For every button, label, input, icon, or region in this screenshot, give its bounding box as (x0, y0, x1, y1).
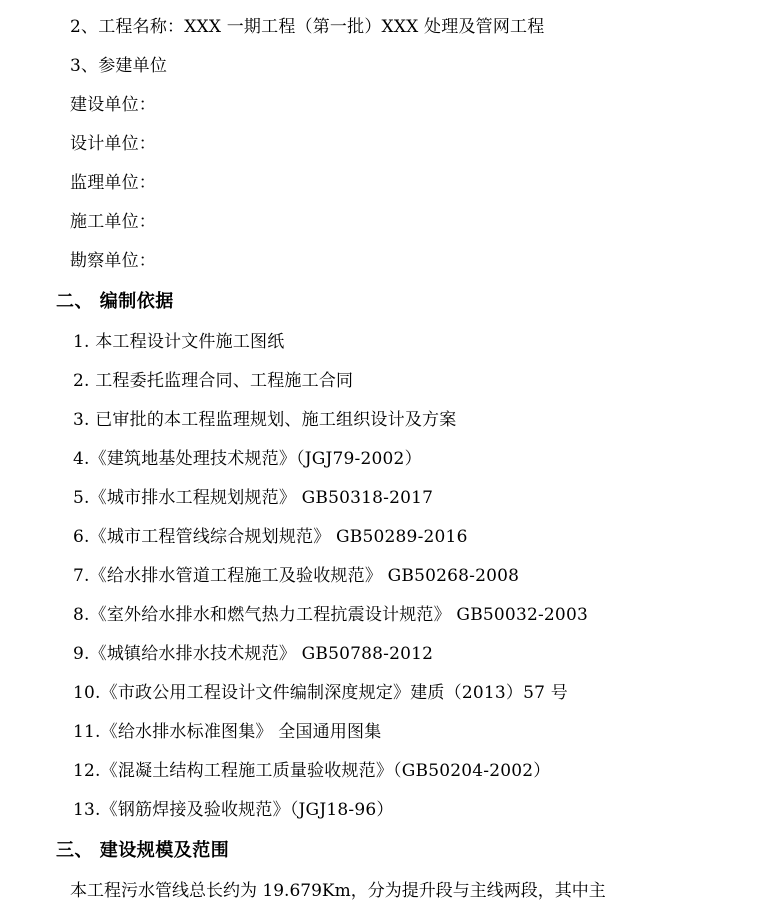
basis-item: 10.《市政公用工程设计文件编制深度规定》建质（2013）57 号 (73, 683, 568, 703)
survey-unit-line: 勘察单位： (70, 251, 156, 271)
construction-contractor-line: 施工单位： (70, 212, 156, 232)
basis-item: 1. 本工程设计文件施工图纸 (73, 332, 285, 352)
basis-item: 12.《混凝土结构工程施工质量验收规范》（GB50204-2002） (73, 761, 551, 781)
basis-item: 13.《钢筋焊接及验收规范》（JGJ18-96） (73, 800, 394, 820)
basis-item: 3. 已审批的本工程监理规划、施工组织设计及方案 (73, 410, 457, 430)
basis-item: 7.《给水排水管道工程施工及验收规范》 GB50268-2008 (73, 566, 520, 586)
project-name-line: 2、工程名称：XXX 一期工程（第一批）XXX 处理及管网工程 (70, 17, 545, 37)
basis-item: 6.《城市工程管线综合规划规范》 GB50289-2016 (73, 527, 468, 547)
basis-item: 9.《城镇给水排水技术规范》 GB50788-2012 (73, 644, 434, 664)
section-heading-compilation-basis: 二、 编制依据 (56, 291, 174, 312)
scope-paragraph: 本工程污水管线总长约为 19.679Km，分为提升段与主线两段，其中主 (70, 881, 606, 901)
construction-unit-line: 建设单位： (70, 95, 156, 115)
section-heading-scale-and-scope: 三、 建设规模及范围 (56, 840, 230, 861)
basis-item: 5.《城市排水工程规划规范》 GB50318-2017 (73, 488, 434, 508)
basis-item: 2. 工程委托监理合同、工程施工合同 (73, 371, 354, 391)
design-unit-line: 设计单位： (70, 134, 156, 154)
basis-item: 11.《给水排水标准图集》 全国通用图集 (73, 722, 382, 742)
participating-units-line: 3、参建单位 (70, 56, 168, 76)
basis-item: 4.《建筑地基处理技术规范》（JGJ79-2002） (73, 449, 422, 469)
basis-item: 8.《室外给水排水和燃气热力工程抗震设计规范》 GB50032-2003 (73, 605, 588, 625)
supervision-unit-line: 监理单位： (70, 173, 156, 193)
